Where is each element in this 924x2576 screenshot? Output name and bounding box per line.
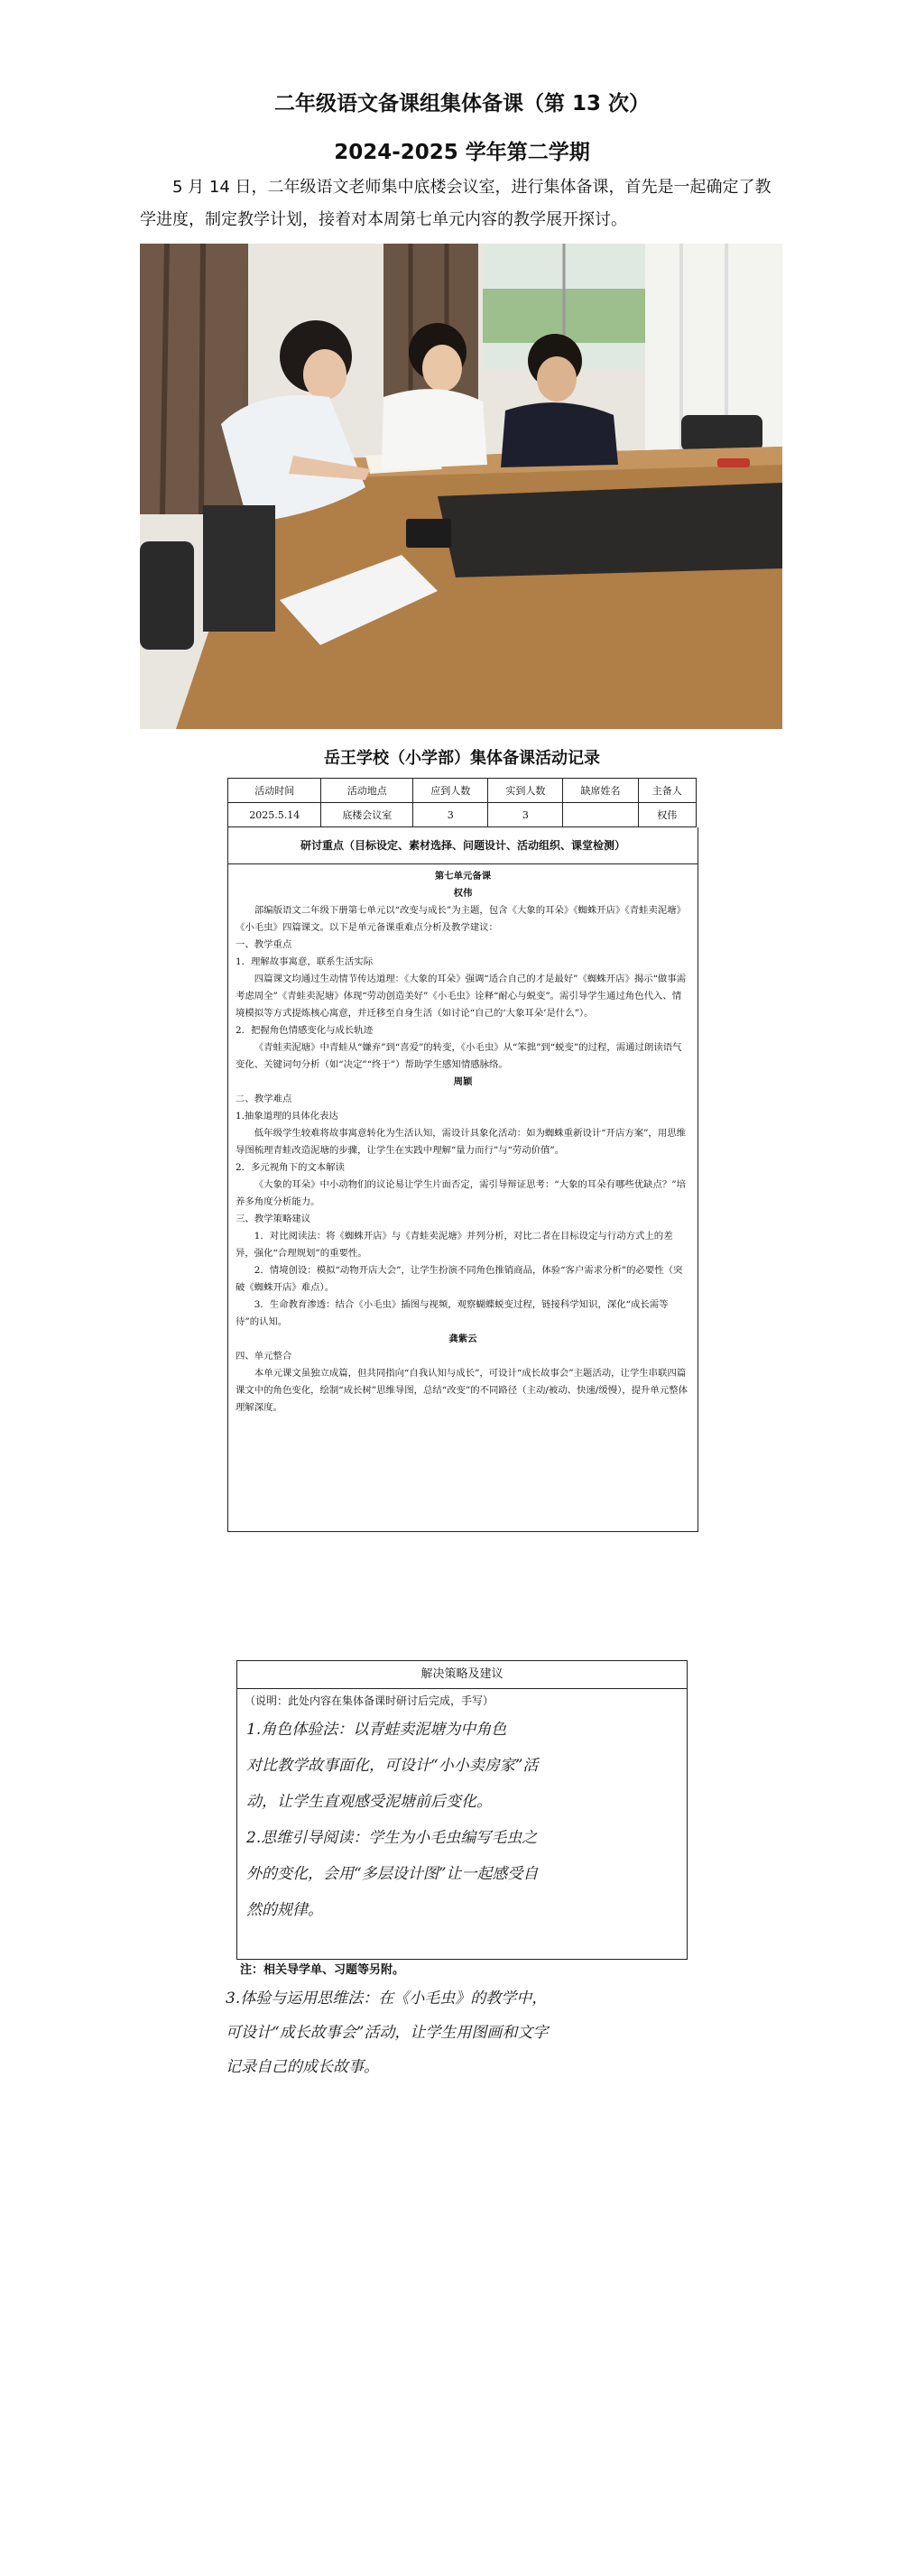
handwritten-line: 外的变化，会用“多层设计图”让一起感受自 <box>246 1865 539 1883</box>
value-cell <box>563 803 638 827</box>
content-paragraph: 本单元课文虽独立成篇，但共同指向“自我认知与成长”，可设计“成长故事会”主题活动，让学生串联四篇课文中的角色变化，绘制“成长树”思维导图，总结“改变”的不同路径（主动/被动、快速/缓慢），提升单元整体理解深度。 <box>236 1368 688 1413</box>
handwritten-line: 3.体验与运用思维法：在《小毛虫》的教学中， <box>226 1990 548 2008</box>
content-paragraph: 四篇课文均通过生动情节传达道理：《大象的耳朵》强调“适合自己的才是最好”《蜘蛛开店》揭示“做事需考虑周全”《青蛙卖泥塘》体现“劳动创造美好”《小毛虫》诠释“耐心与蜕变”。需引导学生通过角色代入、情境模拟等方式提炼核心寓意，并迁移至自身生活（如讨论“自己的‘大象耳朵’是什么”）。 <box>236 974 687 1019</box>
solution-note: （说明：此处内容在集体备课时研讨后完成，手写） <box>245 1694 494 1707</box>
header-cell: 主备人 <box>638 779 696 803</box>
value-cell: 权伟 <box>638 803 696 827</box>
content-paragraph: 低年级学生较难将故事寓意转化为生活认知，需设计具象化活动：如为蜘蛛重新设计“开店方案”，用思维导图梳理青蛙改造泥塘的步骤，让学生在实践中理解“量力而行”与“劳动价值”。 <box>236 1128 686 1156</box>
content-paragraph: 龚紫云 <box>448 1334 477 1344</box>
meeting-photo <box>140 244 782 729</box>
header-cell: 应到人数 <box>413 779 488 803</box>
content-paragraph: 二、教学难点 <box>236 1094 292 1104</box>
content-paragraph: 第七单元备课 <box>434 871 492 882</box>
value-cell: 2025.5.14 <box>228 803 321 827</box>
header-cell: 活动时间 <box>228 779 321 803</box>
intro-paragraph: 5 月 14 日，二年级语文老师集中底楼会议室，进行集体备课，首先是一起确定了教学进度，制定教学计划，接着对本周第七单元内容的教学展开探讨。 <box>140 178 772 229</box>
handwritten-notes-continued <box>226 1981 713 2084</box>
content-paragraph: 3．生命教育渗透：结合《小毛虫》插图与视频，观察蝴蝶蜕变过程，链接科学知识，深化“成长需等待”的认知。 <box>236 1299 669 1327</box>
lesson-prep-record <box>226 738 698 1532</box>
content-paragraph: 权伟 <box>453 888 473 899</box>
discussion-text <box>228 864 698 1420</box>
table-header-row <box>228 779 697 803</box>
header-cell: 缺席姓名 <box>563 779 638 803</box>
document-subtitle: 2024-2025 学年第二学期 <box>334 141 590 164</box>
solution-box <box>236 1660 688 1960</box>
document-title: 二年级语文备课组集体备课（第 13 次） <box>273 92 651 115</box>
meeting-photo-illustration <box>140 244 782 729</box>
discussion-content-box <box>227 827 698 1532</box>
handwritten-line: 记录自己的成长故事。 <box>226 2058 379 2076</box>
handwritten-line: 可设计“成长故事会”活动，让学生用图画和文字 <box>226 2024 549 2042</box>
content-paragraph: 1．对比阅读法：将《蜘蛛开店》与《青蛙卖泥塘》并列分析，对比二者在目标设定与行动方式上的差异，强化“合理规划”的重要性。 <box>236 1231 673 1259</box>
content-paragraph: 1.抽象道理的具体化表达 <box>236 1111 338 1122</box>
content-paragraph: 1．理解故事寓意，联系生活实际 <box>236 956 374 967</box>
content-paragraph: 2．把握角色情感变化与成长轨迹 <box>236 1025 374 1036</box>
record-title: 岳王学校（小学部）集体备课活动记录 <box>324 749 600 768</box>
discussion-focus-heading: 研讨重点（目标设定、素材选择、问题设计、活动组织、课堂检测） <box>228 827 698 864</box>
content-paragraph: 四、单元整合 <box>236 1351 292 1362</box>
content-paragraph: 2．情境创设：模拟“动物开店大会”，让学生扮演不同角色推销商品，体验“客户需求分析”的必要性（突破《蜘蛛开店》难点）。 <box>236 1265 683 1293</box>
content-paragraph: 2．多元视角下的文本解读 <box>236 1162 345 1173</box>
header-cell: 实到人数 <box>488 779 563 803</box>
handwritten-line: 1.角色体验法：以青蛙卖泥塘为中角色 <box>246 1721 507 1739</box>
value-cell: 3 <box>413 803 488 827</box>
handwritten-notes <box>237 1712 687 1928</box>
handwritten-line: 2.思维引导阅读：学生为小毛虫编写毛虫之 <box>246 1829 538 1847</box>
content-paragraph: 《青蛙卖泥塘》中青蛙从“嫌弃”到“喜爱”的转变，《小毛虫》从“笨拙”到“蜕变”的过程，需通过朗读语气变化、关键词句分析（如“决定”“终于”）帮助学生感知情感脉络。 <box>236 1042 682 1070</box>
header-cell: 活动地点 <box>321 779 413 803</box>
handwritten-line: 动，让学生直观感受泥塘前后变化。 <box>246 1793 492 1811</box>
content-paragraph: 三、教学策略建议 <box>236 1214 311 1224</box>
table-row <box>228 803 697 827</box>
record-meta-table <box>227 778 697 827</box>
solution-heading: 解决策略及建议 <box>237 1661 687 1689</box>
handwritten-line: 然的规律。 <box>246 1901 323 1919</box>
content-paragraph: 一、教学重点 <box>236 939 292 950</box>
content-paragraph: 《大象的耳朵》中小动物们的议论易让学生片面否定，需引导辩证思考：“大象的耳朵有哪些优缺点？”培养多角度分析能力。 <box>236 1179 686 1207</box>
attachment-footnote: 注：相关导学单、习题等另附。 <box>240 1963 405 1977</box>
content-paragraph: 周颖 <box>453 1076 473 1087</box>
content-paragraph: 部编版语文二年级下册第七单元以“改变与成长”为主题，包含《大象的耳朵》《蜘蛛开店》《青蛙卖泥塘》《小毛虫》四篇课文。以下是单元备课重难点分析及教学建议： <box>236 905 686 933</box>
handwritten-line: 对比教学故事面化，可设计“小小卖房家”活 <box>246 1757 539 1775</box>
value-cell: 底楼会议室 <box>321 803 413 827</box>
value-cell: 3 <box>488 803 563 827</box>
